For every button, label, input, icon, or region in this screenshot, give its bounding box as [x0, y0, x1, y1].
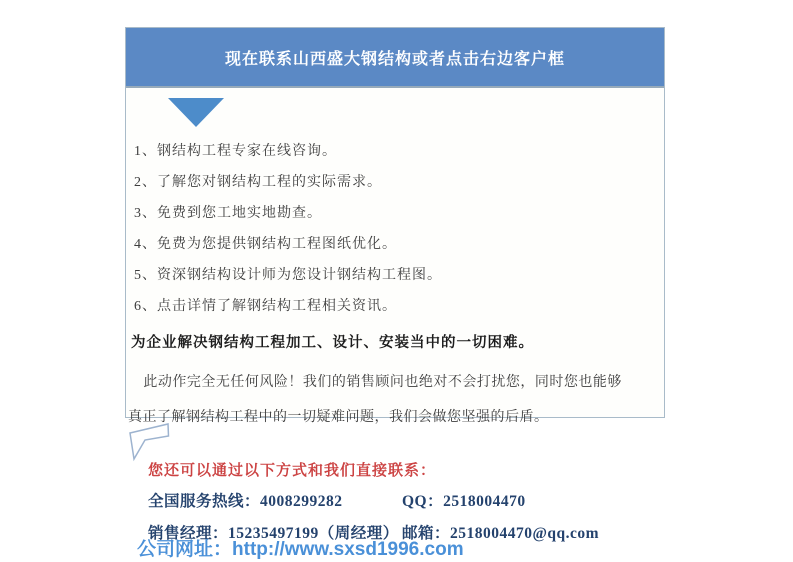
panel-title: 现在联系山西盛大钢结构或者点击右边客户框: [224, 50, 565, 68]
hotline-label: 全国服务热线：: [148, 493, 261, 510]
website-label: 公司网址：: [137, 539, 233, 560]
manager-label: 销售经理：: [148, 525, 229, 542]
steps-list: [126, 143, 664, 315]
arrow-down-icon: [168, 98, 224, 127]
flag-corner-icon: [127, 422, 171, 462]
step-item-3: 3、免费到您工地实地勘查。: [134, 206, 322, 221]
website-url-link[interactable]: http://www.sxsd1996.com: [232, 539, 464, 560]
panel-header-banner: [126, 28, 664, 88]
manager-number: 15235497199（周经理）: [228, 525, 399, 542]
step-item-2: 2、了解您对钢结构工程的实际需求。: [134, 175, 382, 190]
qq-row: [402, 489, 526, 511]
website-row: [137, 534, 464, 561]
highlight-statement: 为企业解决钢结构工程加工、设计、安装当中的一切困难。: [131, 335, 534, 351]
hotline-number: 4008299282: [260, 493, 343, 510]
contact-intro-text: 您还可以通过以下方式和我们直接联系：: [148, 463, 437, 479]
step-item-5: 5、资深钢结构设计师为您设计钢结构工程图。: [134, 268, 442, 283]
hotline-row: [148, 489, 343, 511]
step-item-4: 4、免费为您提供钢结构工程图纸优化。: [134, 237, 397, 252]
contact-steps-panel: [125, 27, 665, 425]
step-item-1: 1、钢结构工程专家在线咨询。: [134, 144, 337, 159]
qq-number: 2518004470: [443, 493, 526, 510]
step-item-6: 6、点击详情了解钢结构工程相关资讯。: [134, 299, 397, 314]
reassurance-note: 此动作完全无任何风险！我们的销售顾问也绝对不会打扰您，同时您也能够真正了解钢结构工程中的一切疑难问题，我们会做您坚强的后盾。: [128, 375, 622, 425]
email-label: 邮箱：: [402, 525, 451, 542]
qq-label: QQ：: [402, 493, 444, 510]
email-address: 2518004470@qq.com: [450, 525, 600, 542]
